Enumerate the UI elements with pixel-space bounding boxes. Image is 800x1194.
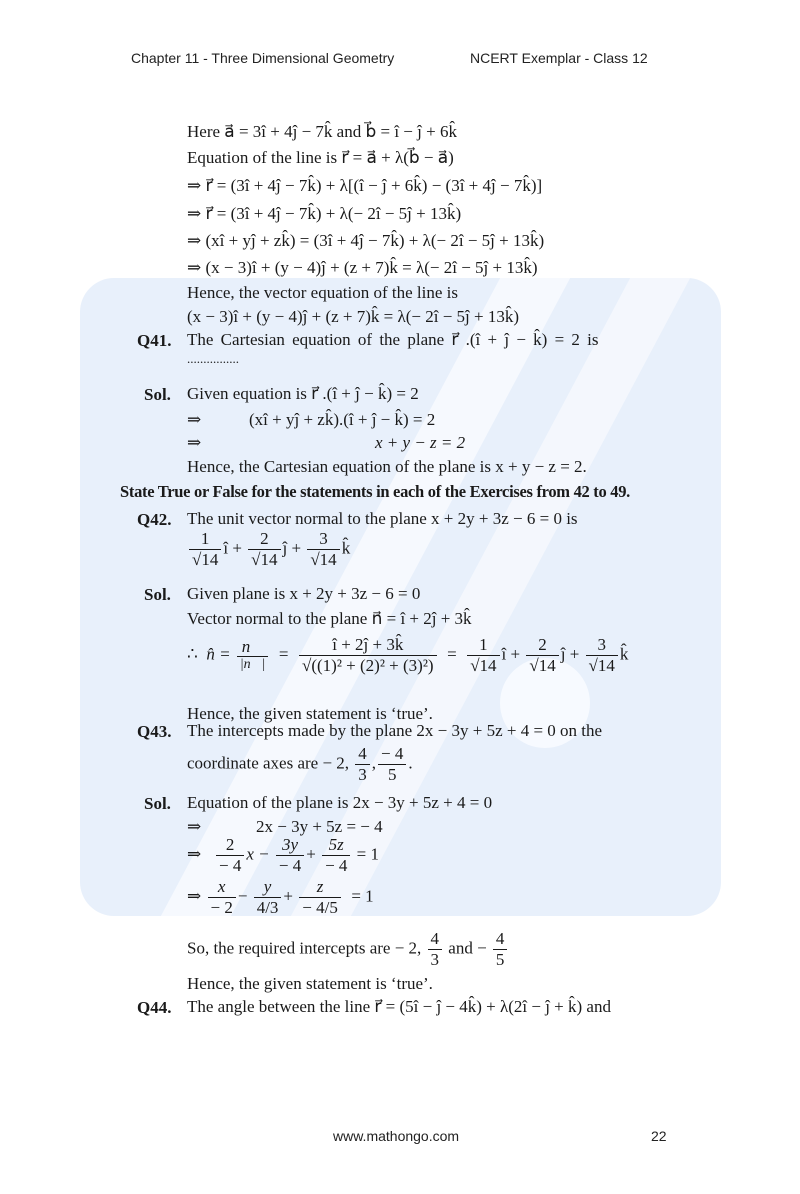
question-label: Q41. — [137, 331, 172, 350]
solution-line: Equation of the plane is 2x − 3y + 5z + 4 = 0 — [187, 793, 493, 812]
implies-arrow: ⇒ — [187, 817, 202, 836]
solution-line: ⇒ r⃗ = (3î + 4ĵ − 7k̂) + λ(− 2î − 5ĵ + 13k̂) — [187, 204, 462, 223]
question-label: Q42. — [137, 510, 172, 529]
exercise-instruction: State True or False for the statements in each of the Exercises from 42 to 49. — [120, 482, 630, 501]
fraction: $\frac{z}{- 4/5}$ — [299, 878, 341, 917]
fraction: $\frac{4}{5}$ — [493, 930, 508, 969]
fraction: $\frac{y}{4/3}$ — [254, 878, 282, 917]
solution-label: Sol. — [144, 585, 171, 604]
question-text: coordinate axes are − 2, $\frac{4}{3}$ , $\frac{- 4}{5}$ . — [187, 744, 413, 784]
fraction: $\frac{3y}{- 4}$ — [276, 836, 304, 875]
fraction: $\frac{4}{3}$ — [428, 930, 443, 969]
solution-line: Equation of the line is r⃗ = a⃗ + λ(b⃗ − a⃗) — [187, 148, 454, 167]
implies-arrow: ⇒ — [187, 433, 202, 452]
website-link[interactable]: www.mathongo.com — [333, 1128, 460, 1144]
fraction: $\frac{3}{√14}$ — [586, 636, 618, 675]
solution-line: Given equation is r⃗ .(î + ĵ − k̂) = 2 — [187, 384, 419, 403]
solution-line: Hence, the Cartesian equation of the plane is x + y − z = 2. — [187, 457, 587, 476]
fraction: $\frac{n⃗}{|n⃗|}$ — [237, 638, 269, 674]
normal-unit-vector-derivation: ∴ n̂ = $\frac{n⃗}{|n⃗|}$ = $\frac{î + 2ĵ + 3k̂}{\text{√((1)² + (2)² + (3)²)}}$ = $\frac{1}{√14}$ î + $\frac{2}{√14}$ ĵ + $\frac{3}{√14}$ k̂ — [187, 635, 629, 675]
solution-line: 2x − 3y + 5z = − 4 — [256, 817, 383, 836]
solution-conclusion: Hence, the given statement is ‘true’. — [187, 974, 433, 993]
solution-line: ⇒ (xî + yĵ + zk̂) = (3î + 4ĵ − 7k̂) + λ(− 2î − 5ĵ + 13k̂) — [187, 231, 545, 250]
question-text: The intercepts made by the plane 2x − 3y + 5z + 4 = 0 on the — [187, 721, 603, 740]
intercepts-result: So, the required intercepts are − 2, $\frac{4}{3}$ and − $\frac{4}{5}$ — [187, 930, 509, 969]
page-number: 22 — [651, 1128, 667, 1144]
solution-line: Given plane is x + 2y + 3z − 6 = 0 — [187, 584, 421, 603]
fraction: $\frac{4}{3}$ — [355, 745, 370, 784]
solution-label: Sol. — [144, 385, 171, 404]
question-label: Q43. — [137, 722, 172, 741]
fraction: $\frac{- 4}{5}$ — [378, 745, 406, 784]
fraction: $\frac{2}{√14}$ — [248, 530, 280, 569]
fraction: $\frac{1}{√14}$ — [467, 636, 499, 675]
chapter-title: Chapter 11 - Three Dimensional Geometry — [131, 50, 395, 66]
solution-line: x + y − z = 2 — [375, 433, 466, 452]
solution-line: ⇒ (x − 3)î + (y − 4)ĵ + (z + 7)k̂ = λ(− 2î − 5ĵ + 13k̂) — [187, 258, 538, 277]
solution-line: ⇒ r⃗ = (3î + 4ĵ − 7k̂) + λ[(î − ĵ + 6k̂) − (3î + 4ĵ − 7k̂)] — [187, 176, 543, 195]
fraction: $\frac{5z}{- 4}$ — [322, 836, 350, 875]
solution-line: Hence, the vector equation of the line is — [187, 283, 458, 302]
book-title: NCERT Exemplar - Class 12 — [470, 50, 648, 66]
fraction: $\frac{3}{√14}$ — [307, 530, 339, 569]
fraction: $\frac{2}{- 4}$ — [216, 836, 244, 875]
answer-blank: ................ — [187, 351, 239, 366]
fraction: $\frac{2}{√14}$ — [526, 636, 558, 675]
fraction: $\frac{1}{√14}$ — [189, 530, 221, 569]
solution-line: ⇒ $\frac{2}{- 4}$ x − $\frac{3y}{- 4}$ + $\frac{5z}{- 4}$ = 1 — [187, 835, 379, 875]
solution-line: (xî + yĵ + zk̂).(î + ĵ − k̂) = 2 — [249, 410, 436, 429]
implies-arrow: ⇒ — [187, 410, 202, 429]
question-text: The angle between the line r⃗ = (5î − ĵ − 4k̂) + λ(2î − ĵ + k̂) and — [187, 997, 611, 1016]
question-text: The unit vector normal to the plane x + 2y + 3z − 6 = 0 is — [187, 509, 578, 528]
question-text: The Cartesian equation of the plane r⃗ .(î + ĵ − k̂) = 2 is — [187, 330, 599, 349]
solution-conclusion: Hence, the given statement is ‘true’. — [187, 704, 433, 723]
fraction: $\frac{x}{- 2}$ — [208, 878, 236, 917]
solution-label: Sol. — [144, 794, 171, 813]
solution-line: Vector normal to the plane n⃗ = î + 2ĵ + 3k̂ — [187, 609, 472, 628]
solution-line: ⇒ $\frac{x}{- 2}$ − $\frac{y}{4/3}$ + $\frac{z}{- 4/5}$ = 1 — [187, 877, 374, 917]
solution-line: (x − 3)î + (y − 4)ĵ + (z + 7)k̂ = λ(− 2î − 5ĵ + 13k̂) — [187, 307, 520, 326]
question-label: Q44. — [137, 998, 172, 1017]
solution-line: Here a⃗ = 3î + 4ĵ − 7k̂ and b⃗ = î − ĵ + 6k̂ — [187, 122, 457, 141]
unit-vector-expression: $\frac{1}{√14}$ î + $\frac{2}{√14}$ ĵ + $\frac{3}{√14}$ k̂ — [187, 530, 350, 569]
fraction: $\frac{î + 2ĵ + 3k̂}{\text{√((1)² + (2)² + (3)²)}}$ — [299, 636, 437, 675]
